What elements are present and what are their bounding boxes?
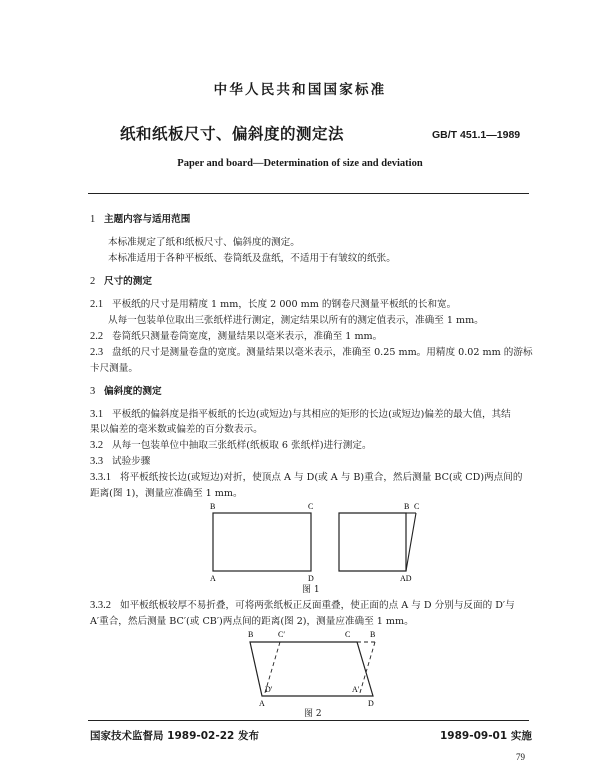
clause-text: 果以偏差的毫米数或偏差的百分数表示。 — [90, 424, 263, 435]
clause-text: 距离(图 1)，测量应准确至 1 mm。 — [90, 488, 243, 499]
fold-edge-line — [406, 513, 416, 571]
top-divider — [88, 193, 529, 194]
paragraph: 本标准规定了纸和纸板尺寸、偏斜度的测定。 — [108, 237, 300, 248]
clause-3-2 — [90, 440, 372, 452]
label-a: A — [210, 574, 216, 583]
label-b-folded: B — [404, 502, 410, 511]
section-number: 3 — [90, 386, 96, 397]
clause-text: 平板纸的尺寸是用精度 1 mm，长度 2 000 mm 的钢卷尺测量平板纸的长和宽。 — [112, 299, 457, 310]
clause-text: 试验步骤 — [112, 456, 151, 467]
label-b: B — [210, 502, 216, 511]
clause-number: 3.2 — [90, 440, 104, 451]
clause-3-1 — [90, 409, 511, 421]
section-title: 尺寸的测定 — [104, 276, 152, 287]
clause-number: 3.3 — [90, 456, 104, 467]
label-b: B — [248, 630, 254, 639]
clause-text: 从每一包装单位中抽取三张纸样(纸板取 6 张纸样)进行测定。 — [112, 440, 372, 451]
clause-text: 盘纸的尺寸是测量卷盘的宽度。测量结果以毫米表示，准确至 0.25 mm。用精度 0.02 mm 的游标 — [112, 347, 533, 358]
clause-text: 卷筒纸只测量卷筒宽度，测量结果以毫米表示，准确至 1 mm。 — [112, 331, 383, 342]
folded-sheet-outline — [339, 513, 406, 571]
clause-number: 3.3.2 — [90, 600, 111, 611]
section-1-heading — [90, 214, 190, 226]
clause-3-3-2 — [90, 600, 515, 612]
section-number: 1 — [90, 214, 96, 225]
clause-2-3 — [90, 347, 533, 359]
label-c: C — [308, 502, 314, 511]
clause-text: A′重合，然后测量 BC′(或 CB′)两点间的距离(图 2)，测量应准确至 1 mm。 — [90, 616, 414, 627]
full-sheet-rectangle — [213, 513, 311, 571]
paragraph: 本标准适用于各种平板纸、卷筒纸及盘纸，不适用于有皱纹的纸张。 — [108, 253, 396, 264]
standard-name: 中华人民共和国国家标准 — [213, 82, 387, 98]
clause-3-3 — [90, 456, 150, 468]
label-d: D — [368, 699, 374, 708]
effective-date: 1989-09-01 实施 — [440, 730, 532, 742]
figure-1-caption: 图 1 — [302, 585, 320, 595]
english-title: Paper and board—Determination of size and deviation — [177, 158, 423, 169]
clause-text: 卡尺测量。 — [90, 363, 138, 374]
clause-number: 3.3.1 — [90, 472, 111, 483]
label-d-prime: D′ — [265, 685, 273, 694]
figure-2-caption: 图 2 — [304, 709, 322, 719]
clause-text: 将平板纸按长边(或短边)对折，使顶点 A 与 D(或 A 与 B)重合，然后测量 BC(或 CD)两点间的 — [120, 472, 523, 483]
clause-2-2 — [90, 331, 382, 343]
clause-3-3-1 — [90, 472, 522, 484]
section-title: 主题内容与适用范围 — [104, 214, 191, 225]
back-sheet-right-edge — [359, 642, 375, 696]
label-b-back: B — [370, 630, 376, 639]
section-3-heading — [90, 386, 162, 398]
clause-text: 如平板纸板较厚不易折叠，可将两张纸板正反面重叠，使正面的点 A 与 D 分别与反面的 D′与 — [120, 600, 515, 611]
clause-number: 2.1 — [90, 299, 104, 310]
section-2-heading — [90, 276, 152, 288]
figure-1 — [200, 500, 440, 592]
label-c-prime: C′ — [278, 630, 286, 639]
label-d: D — [308, 574, 314, 583]
clause-text: 从每一包装单位取出三张纸样进行测定，测定结果以所有的测定值表示，准确至 1 mm。 — [108, 315, 484, 326]
label-ad: AD — [400, 574, 412, 583]
figure-2 — [240, 628, 390, 708]
standard-code: GB/T 451.1—1989 — [432, 129, 521, 141]
clause-2-1 — [90, 299, 456, 311]
page-number: 79 — [516, 752, 525, 762]
label-a: A — [259, 699, 265, 708]
clause-number: 2.3 — [90, 347, 104, 358]
section-number: 2 — [90, 276, 96, 287]
clause-text: 平板纸的偏斜度是指平板纸的长边(或短边)与其相应的矩形的长边(或短边)偏差的最大值，其结 — [112, 409, 511, 420]
section-title: 偏斜度的测定 — [104, 386, 162, 397]
label-c: C — [345, 630, 351, 639]
clause-number: 2.2 — [90, 331, 104, 342]
document-title: 纸和纸板尺寸、偏斜度的测定法 — [120, 125, 345, 143]
clause-number: 3.1 — [90, 409, 104, 420]
bottom-divider — [88, 720, 529, 721]
issued-by: 国家技术监督局 1989-02-22 发布 — [90, 730, 259, 742]
label-c-folded: C — [414, 502, 420, 511]
label-a-prime: A′ — [352, 685, 360, 694]
